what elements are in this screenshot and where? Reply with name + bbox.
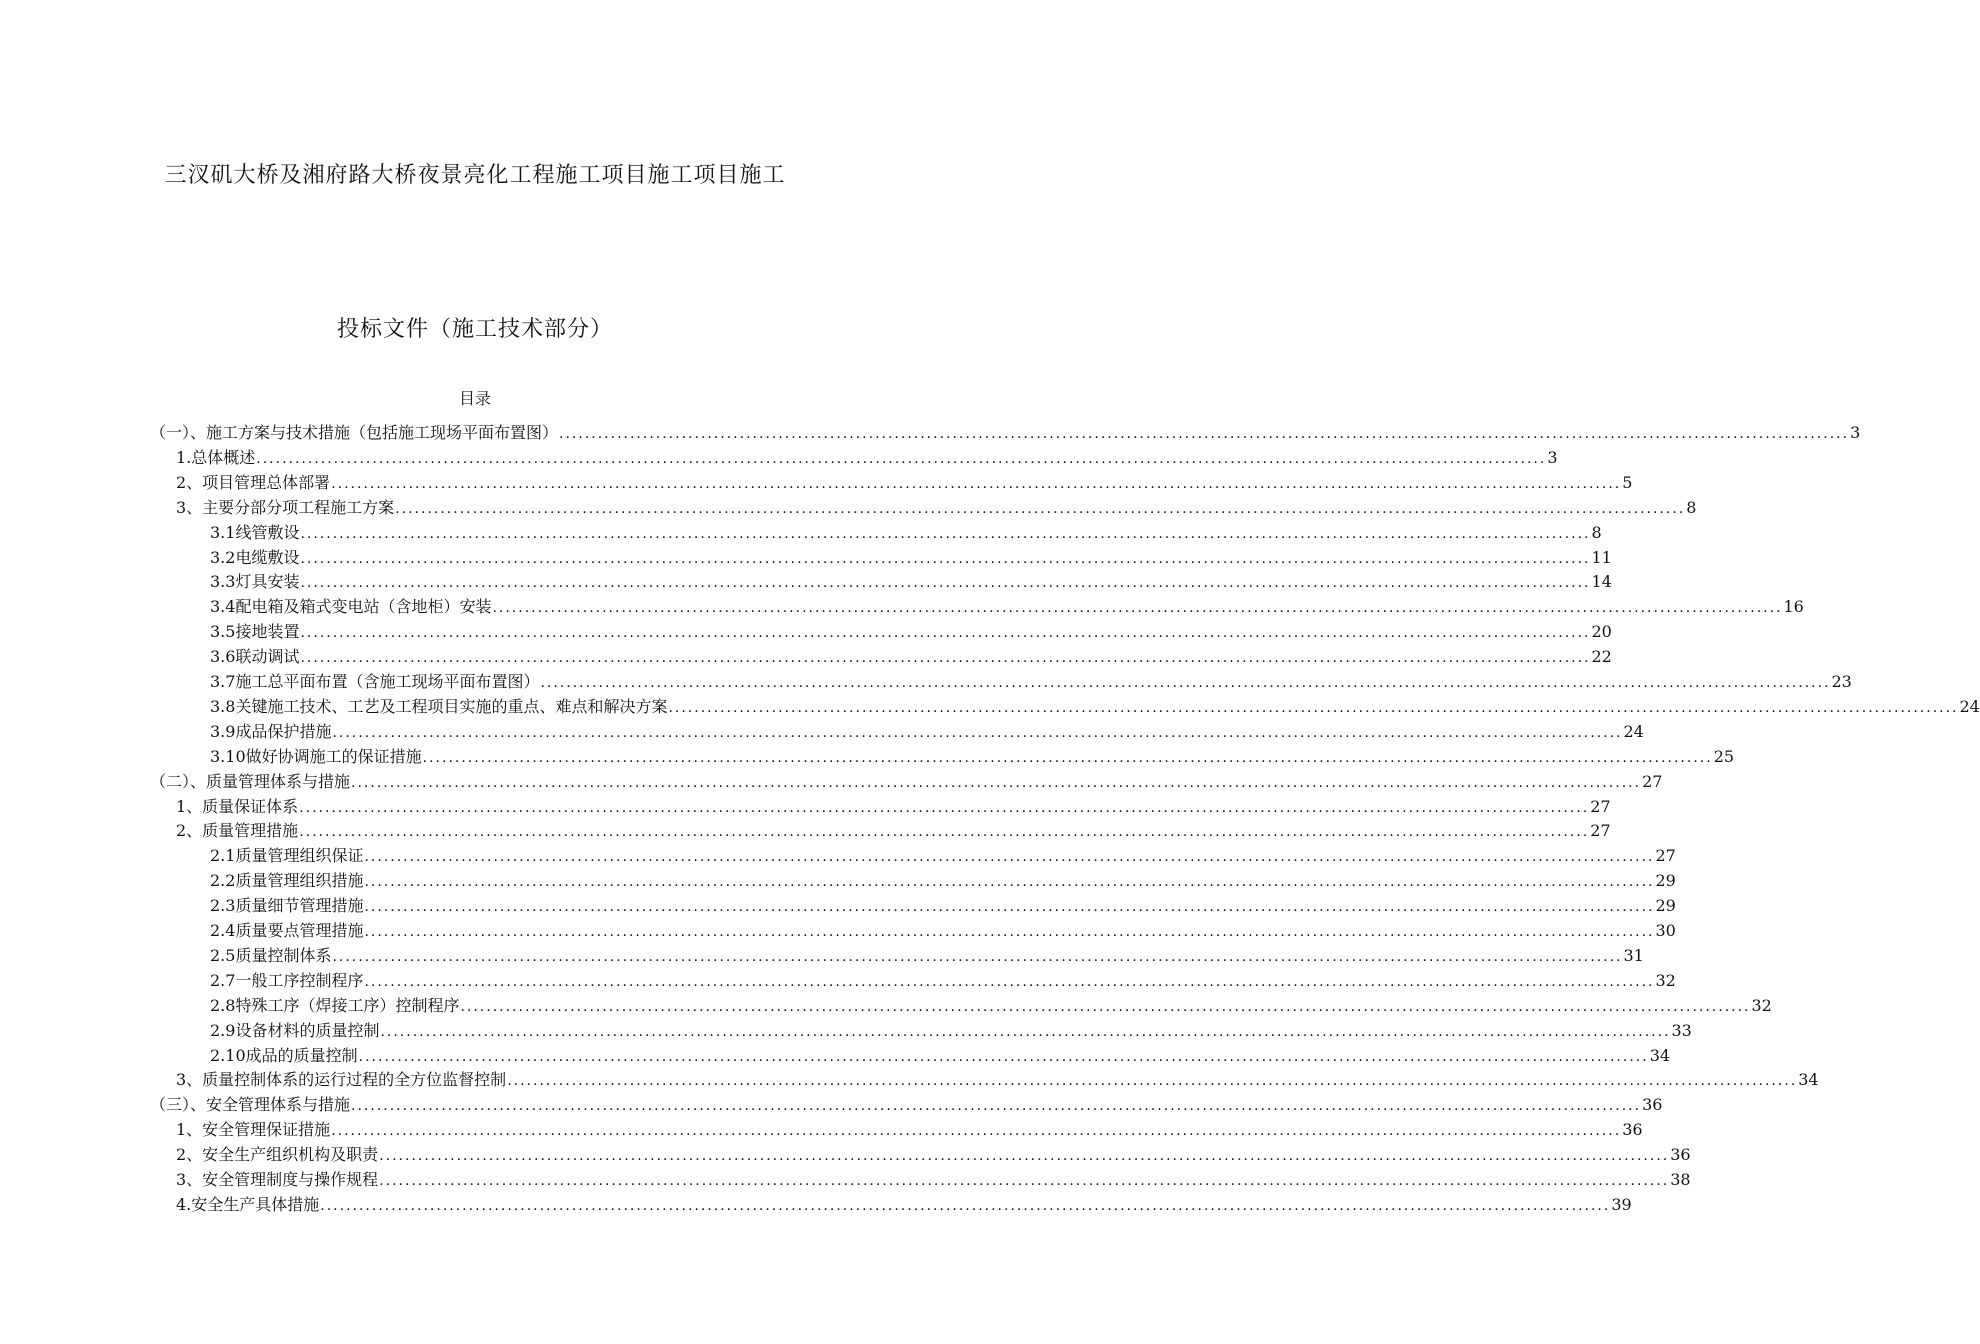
toc-dot-leader: ........................................................................................................................................................................................................ — [379, 1173, 1670, 1189]
toc-entry[interactable] — [210, 968, 1676, 992]
toc-dot-leader: ........................................................................................................................................................................................................ — [256, 450, 1547, 467]
toc-entry[interactable] — [210, 545, 1612, 569]
toc-entry[interactable] — [210, 868, 1676, 892]
toc-entry[interactable] — [150, 1092, 1663, 1116]
toc-dot-leader: ........................................................................................................................................................................................................ — [300, 650, 1591, 667]
toc-entry-label: 4.安全生产具体措施 — [176, 1194, 320, 1214]
toc-entry-label: （三）、安全管理体系与措施 — [150, 1095, 351, 1115]
toc-dot-leader: ........................................................................................................................................................................................................ — [332, 724, 1623, 741]
toc-dot-leader: ........................................................................................................................................................................................................ — [422, 749, 1713, 766]
toc-entry-page-number: 38 — [1670, 1170, 1691, 1189]
toc-entry-page-number: 27 — [1642, 771, 1663, 791]
toc-entry-label: 2.4质量要点管理措施 — [210, 921, 364, 940]
toc-entry-label: 3.5接地装置 — [210, 622, 300, 642]
toc-entry-page-number: 27 — [1590, 821, 1611, 841]
toc-entry-page-number: 16 — [1783, 597, 1804, 617]
toc-entry-page-number: 8 — [1591, 522, 1602, 542]
toc-dot-leader: ........................................................................................................................................................................................................ — [300, 625, 1591, 642]
toc-entry-page-number: 24 — [1623, 721, 1644, 741]
toc-entry[interactable] — [176, 1067, 1819, 1091]
toc-dot-leader: ........................................................................................................................................................................................................ — [364, 874, 1655, 891]
toc-entry-label: （一）、施工方案与技术措施（包括施工现场平面布置图） — [150, 423, 559, 442]
toc-entry-label: 2.7一般工序控制程序 — [210, 970, 364, 990]
toc-entry-page-number: 27 — [1655, 846, 1676, 866]
toc-entry[interactable] — [210, 644, 1612, 668]
toc-entry-page-number: 32 — [1655, 970, 1676, 990]
toc-entry-page-number: 31 — [1623, 945, 1644, 965]
toc-entry-label: 2.9设备材料的质量控制 — [210, 1020, 380, 1040]
toc-entry[interactable] — [210, 669, 1852, 693]
toc-entry[interactable] — [210, 918, 1676, 942]
toc-dot-leader: ........................................................................................................................................................................................................ — [331, 1123, 1622, 1140]
toc-entry-page-number: 29 — [1655, 896, 1676, 916]
toc-entry-label: 1、安全管理保证措施 — [176, 1120, 331, 1140]
toc-entry[interactable] — [210, 843, 1676, 867]
toc-entry-label: 3.1线管敷设 — [210, 522, 300, 542]
toc-entry-label: 3.9成品保护措施 — [210, 721, 332, 741]
toc-entry-page-number: 11 — [1591, 547, 1612, 567]
toc-entry-label: 2、安全生产组织机构及职责 — [176, 1145, 379, 1165]
toc-dot-leader: ........................................................................................................................................................................................................ — [395, 500, 1686, 517]
toc-dot-leader: ........................................................................................................................................................................................................ — [540, 675, 1831, 691]
toc-entry-label: 3.3灯具安装 — [210, 572, 300, 592]
toc-entry-label: 2.3质量细节管理措施 — [210, 896, 364, 916]
toc-dot-leader: ........................................................................................................................................................................................................ — [300, 575, 1591, 592]
document-title-line1: 三汊矶大桥及湘府路大桥夜景亮化工程施工项目施工项目施工 — [164, 163, 786, 188]
toc-entry-page-number: 33 — [1671, 1020, 1692, 1040]
toc-dot-leader: ........................................................................................................................................................................................................ — [351, 774, 1642, 791]
toc-entry-page-number: 24 — [1959, 696, 1980, 716]
toc-entry-label: 3、安全管理制度与操作规程 — [176, 1170, 379, 1189]
toc-entry[interactable] — [210, 594, 1804, 618]
toc-entry-label: 3.4配电箱及箱式变电站（含地柜）安装 — [210, 597, 492, 617]
toc-entry-page-number: 34 — [1649, 1045, 1671, 1065]
toc-entry-page-number: 30 — [1655, 921, 1676, 940]
toc-entry-label: 2、质量管理措施 — [176, 821, 299, 841]
toc-entry-page-number: 3 — [1547, 447, 1558, 467]
toc-heading: 目录 — [458, 389, 491, 408]
toc-dot-leader: ........................................................................................................................................................................................................ — [668, 699, 1959, 716]
toc-entry-page-number: 25 — [1713, 746, 1735, 766]
toc-entry[interactable] — [150, 769, 1663, 793]
toc-entry[interactable] — [176, 1142, 1691, 1166]
toc-entry-label: 3.8关键施工技术、工艺及工程项目实施的重点、难点和解决方案 — [210, 696, 668, 716]
toc-dot-leader: ........................................................................................................................................................................................................ — [364, 899, 1655, 916]
toc-entry-label: 3.7施工总平面布置（含施工现场平面布置图） — [210, 672, 540, 691]
toc-dot-leader: ........................................................................................................................................................................................................ — [364, 849, 1655, 866]
toc-dot-leader: ........................................................................................................................................................................................................ — [351, 1098, 1642, 1115]
toc-entry-label: 2、项目管理总体部署 — [176, 472, 331, 492]
toc-entry-label: 3、主要分部分项工程施工方案 — [176, 497, 395, 517]
document-title-line2: 投标文件（施工技术部分） — [336, 317, 613, 342]
toc-entry[interactable] — [210, 943, 1644, 967]
toc-entry-label: 1.总体概述 — [176, 447, 256, 467]
toc-entry-label: 2.5质量控制体系 — [210, 945, 332, 965]
toc-entry-page-number: 5 — [1622, 472, 1633, 492]
toc-entry-label: 2.8特殊工序（焊接工序）控制程序 — [210, 995, 460, 1015]
toc-dot-leader: ........................................................................................................................................................................................................ — [300, 550, 1591, 567]
toc-dot-leader: ........................................................................................................................................................................................................ — [492, 600, 1783, 617]
toc-entry-label: （二）、质量管理体系与措施 — [150, 771, 351, 791]
toc-entry[interactable] — [210, 993, 1772, 1017]
toc-entry-label: 2.10成品的质量控制 — [210, 1045, 358, 1065]
toc-dot-leader: ........................................................................................................................................................................................................ — [364, 973, 1655, 990]
toc-entry[interactable] — [176, 794, 1611, 818]
toc-dot-leader: ........................................................................................................................................................................................................ — [332, 948, 1623, 965]
toc-dot-leader: ........................................................................................................................................................................................................ — [320, 1197, 1611, 1214]
toc-entry[interactable] — [210, 694, 1980, 718]
toc-entry-page-number: 32 — [1751, 995, 1772, 1015]
toc-entry[interactable] — [210, 893, 1676, 917]
toc-entry[interactable] — [176, 470, 1633, 494]
toc-dot-leader: ........................................................................................................................................................................................................ — [299, 799, 1590, 816]
toc-dot-leader: ........................................................................................................................................................................................................ — [300, 525, 1591, 542]
toc-entry[interactable] — [176, 445, 1558, 469]
toc-entry-label: 1、质量保证体系 — [176, 796, 299, 816]
toc-dot-leader: ........................................................................................................................................................................................................ — [299, 824, 1590, 841]
toc-entry[interactable] — [176, 1192, 1632, 1216]
toc-entry[interactable] — [176, 495, 1697, 519]
toc-entry-page-number: 36 — [1642, 1095, 1663, 1115]
toc-entry-page-number: 27 — [1590, 796, 1611, 816]
toc-entry[interactable] — [210, 744, 1735, 768]
toc-entry-label: 3.10做好协调施工的保证措施 — [210, 746, 422, 766]
toc-entry-label: 3.2电缆敷设 — [210, 547, 300, 567]
toc-dot-leader: ........................................................................................................................................................................................................ — [364, 924, 1655, 940]
toc-entry[interactable] — [150, 420, 1861, 444]
toc-entry[interactable] — [176, 1117, 1643, 1141]
toc-dot-leader: ........................................................................................................................................................................................................ — [559, 426, 1850, 442]
toc-entry-page-number: 34 — [1798, 1070, 1819, 1090]
toc-entry-page-number: 20 — [1591, 622, 1612, 642]
toc-entry[interactable] — [210, 719, 1644, 743]
toc-entry-page-number: 23 — [1831, 672, 1852, 691]
toc-entry-page-number: 8 — [1686, 497, 1697, 517]
toc-entry[interactable] — [210, 1018, 1692, 1042]
toc-dot-leader: ........................................................................................................................................................................................................ — [358, 1048, 1649, 1065]
toc-entry-page-number: 22 — [1591, 647, 1612, 667]
toc-entry-page-number: 29 — [1655, 871, 1676, 891]
toc-entry-page-number: 39 — [1611, 1194, 1632, 1214]
toc-entry-page-number: 14 — [1591, 572, 1612, 592]
toc-entry[interactable] — [210, 520, 1602, 544]
toc-dot-leader: ........................................................................................................................................................................................................ — [460, 998, 1751, 1015]
toc-entry[interactable] — [210, 569, 1612, 593]
toc-dot-leader: ........................................................................................................................................................................................................ — [379, 1148, 1670, 1165]
toc-dot-leader: ........................................................................................................................................................................................................ — [380, 1023, 1671, 1040]
toc-entry[interactable] — [176, 818, 1611, 842]
toc-entry-label: 2.1质量管理组织保证 — [210, 846, 364, 866]
toc-entry-label: 2.2质量管理组织措施 — [210, 871, 364, 891]
toc-entry-page-number: 3 — [1850, 423, 1861, 442]
toc-dot-leader: ........................................................................................................................................................................................................ — [331, 475, 1622, 492]
toc-entry[interactable] — [176, 1167, 1691, 1191]
toc-entry-page-number: 36 — [1670, 1145, 1691, 1165]
toc-entry[interactable] — [210, 619, 1612, 643]
toc-dot-leader: ........................................................................................................................................................................................................ — [507, 1073, 1798, 1090]
toc-entry-page-number: 36 — [1622, 1120, 1643, 1140]
toc-entry[interactable] — [210, 1043, 1671, 1067]
toc-entry-label: 3.6联动调试 — [210, 647, 300, 667]
toc-entry-label: 3、质量控制体系的运行过程的全方位监督控制 — [176, 1070, 507, 1090]
